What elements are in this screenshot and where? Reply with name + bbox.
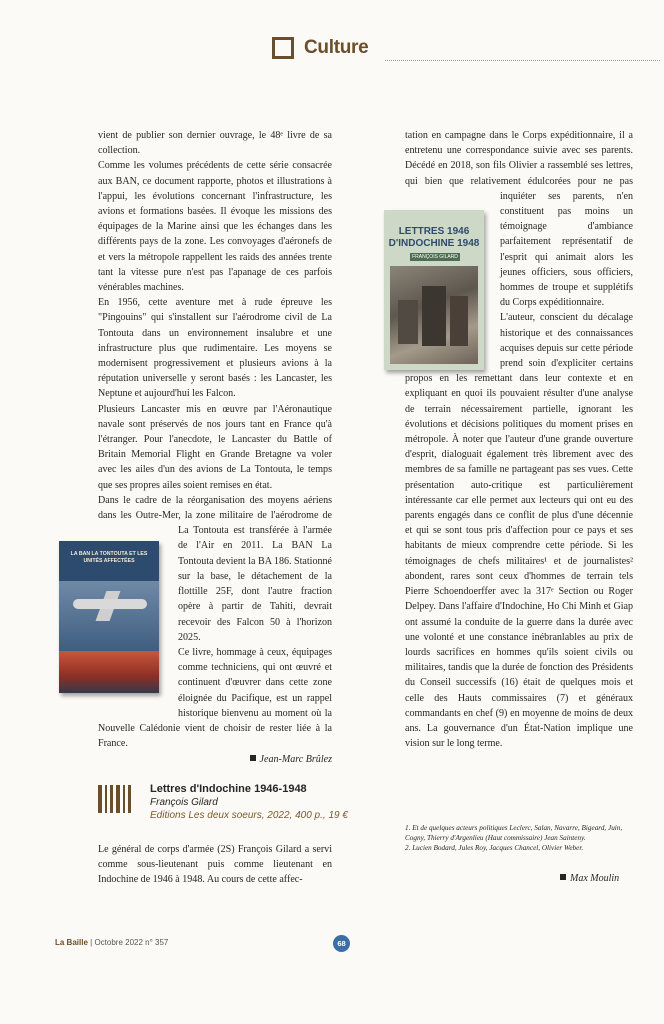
page-footer: La Baille | Octobre 2022 n° 357 [55,938,169,947]
book-title: Lettres d'Indochine 1946-1948 [150,783,307,795]
paragraph: tation en campagne dans le Corps expéditionnaire, il a entretenu une correspondance suivie avec ses parents. Décédé en 2018, son fils Olivier a rassemblé ses lettres, qui bien que relativement édulcorées pour ne pas inquiéter ses parents, n'en constituent pas moins un témoignage d'ambiance parfaitement représentatif de l'esprit qui animait alors les jeunes officiers, sous officiers, hommes de troupe et supplétifs du Corps expéditionnaire. [405,130,633,309]
book-author: François Gilard [150,797,218,808]
book-cover-title: LETTRES 1946 D'INDOCHINE 1948 [388,226,480,249]
book-cover-author: FRANÇOIS GILARD [410,253,460,261]
footnote: 2. Lucien Bodard, Jules Roy, Jacques Chancel, Olivier Weber. [405,844,584,852]
book-cover-title: LA BAN LA TONTOUTA ET LES UNITÉS AFFECTÉES [70,551,148,564]
paragraph: Le général de corps d'armée (2S) François Gilard a servi comme sous-lieutenant puis comme lieutenant en Indochine de 1946 à 1948. Au cours de cette affec- [98,844,332,886]
left-column [98,128,332,768]
show-through-text [45,93,48,105]
article-signature: Jean-Marc Brûlez [98,752,332,767]
footnote: 1. Et de quelques acteurs politiques Leclerc, Salan, Navarre, Bigeard, Juin, Cogny, Thierry d'Argenlieu (Haut commissaire) Jean Sainteny. [405,824,623,842]
section-title: Culture [304,37,369,58]
book-spines-icon [98,785,132,813]
section-header [272,34,368,62]
issue-label: Octobre 2022 n° 357 [94,938,169,947]
right-column [405,128,633,788]
paragraph: Plusieurs Lancaster mis en œuvre par l'Aéronautique navale sont préservés de nos jours tant en France qu'à l'étranger. Pour l'anecdote, le Lancaster du Battle of Britain Memorial Flight en Grande Bretagne va voler avec les ailes d'un des avions de La Tontouta, le temps que ses propres ailes soient remises en état. [98,403,332,491]
paragraph: En 1956, cette aventure met à rude épreuve les "Pingouins" qui s'installent sur l'aérodrome civil de La Tontouta dans un environnement insalubre et une infrastructure plus que rudimentaire. Les moyens se modernisent progressivement et plusieurs avions à la réputation universelle y seront basés : les Lancaster, les Neptune et aujourd'hui les Falcon. [98,297,332,400]
paragraph: Ce livre, hommage à ceux, équipages comme techniciens, qui ont œuvré et continuent d'œuvrer dans cette zone éloignée du Pacifique, est un rappel historique bienvenu au moment où la Nouvelle Calédonie vient de choisir de rester liée à la France. [98,646,332,750]
left-bottom-column [98,842,332,888]
paragraph: Comme les volumes précédents de cette série consacrée aux BAN, ce document rapporte, photos et illustrations à l'appui, les évolutions concernant l'infrastructure, les avions et formations basées. Il évoque les missions des équipages de la Marine ainsi que les échanges dans les différents pays de la zone. Les convoyages d'aéronefs de et vers la métropole rappellent les raids des années trente tant la vitesse pure n'est pas l'apanage de ces parfois vénérables machines. [98,160,332,294]
section-box-icon [272,37,294,59]
paragraph: Dans le cadre de la réorganisation des moyens aériens dans les Outre-Mer, la zone militaire de l'aérodrome de La Tontouta est transférée à l'armée de l'Air en 2011. La BAN La Tontouta devient la BA 186. Stationné sur la base, le détachement de la flottille 25F, dont l'autre fraction opère à partir de Tahiti, devrait recevoir des Falcon 50 à l'horizon 2025. [98,494,332,643]
footnotes [405,823,635,853]
article-signature: Max Moulin [560,873,619,884]
header-divider [385,60,660,61]
paragraph: L'auteur, conscient du décalage historique et des connaissances acquises depuis sur cette période prend soin d'expliciter certains propos en les remettant dans leur contexte et en expliquant en quoi ils pouvaient résulter d'une analyse de terrain nécessairement partielle, ignorant les évolutions et décisions politiques du moment prises en métropole. À noter que l'auteur d'une grande ouverture d'esprit, dialoguait également très librement avec des membres de sa famille ne partageant pas ses vues. Cette présentation auto-critique est particulièrement intéressante car elle permet aux lecteurs qui ont eu des parents engagés dans ce conflit de plus d'une décennie et qui se sont tous pris d'affection pour ce pays et ses habitants de mieux comprendre cette période. Si les témoignages de chefs militaires¹ et de journalistes² abondent, rares sont ceux d'hommes de terrain tels Pierre Schoendoerffer avec la 317ᵉ Section ou Roger Delpey. Dans l'affaire d'Indochine, Ho Chi Minh et Giap ont assumé la conduite de la guerre dans la durée avec une volonté et une constance inébranlables au prix de lourds sacrifices en hommes qu'ils soient civils ou militaires, tandis que la durée de fonction des Présidents du Conseil successifs (16) était de quelques mois et celle des Hauts commissaires (7) et généraux commandants en chef (9) en moyenne de moins de deux ans. La gouvernance d'un État-Nation implique une vision sur le long terme. [405,312,633,750]
book-publisher: Editions Les deux soeurs, 2022, 400 p., 19 € [150,810,348,821]
paragraph: vient de publier son dernier ouvrage, le 48ᵉ livre de sa collection. [98,130,332,157]
publication-name: La Baille [55,938,88,947]
page-number-badge: 68 [333,935,350,952]
